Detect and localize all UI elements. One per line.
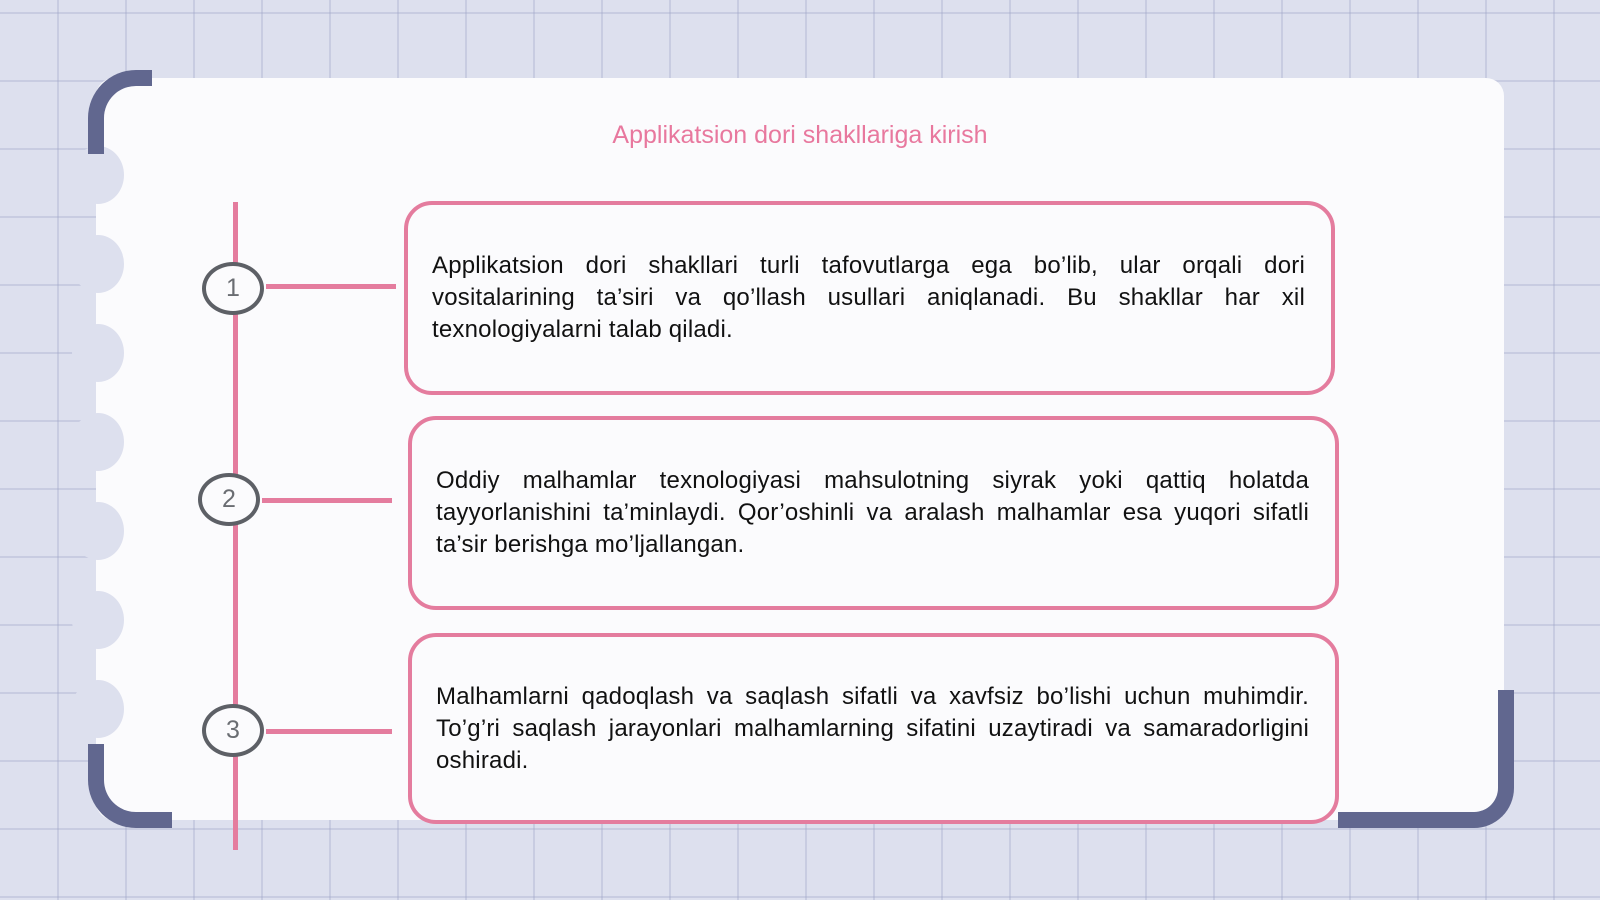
paper-scallop [72,680,124,738]
step-number-3: 3 [202,704,264,757]
corner-bracket-bottom-left [88,744,172,828]
timeline-connector [266,729,392,734]
step-card-2 [408,416,1339,610]
step-number-2: 2 [198,473,260,526]
step-card-3 [408,633,1339,824]
corner-bracket-bottom-right [1338,690,1514,828]
paper-scallop [72,235,124,293]
paper-scallop [72,146,124,204]
paper-scallop [72,324,124,382]
step-card-text: Malhamlarni qadoqlash va saqlash sifatli va xavfsiz bo’lishi uchun muhimdir. To’g’ri saqlash jarayonlari malhamlarning sifatini uzaytiradi va samaradorligini oshiradi. [436,682,1309,774]
timeline-connector [266,284,396,289]
step-card-1 [404,201,1335,395]
step-card-text: Applikatsion dori shakllari turli tafovutlarga ega bo’lib, ular orqali dori vositalarining ta’siri va qo’llash usullari aniqlanadi. Bu shakllar har xil texnologiyalarni talab qiladi. [432,252,1305,343]
step-card-text: Oddiy malhamlar texnologiyasi mahsulotning siyrak yoki qattiq holatda tayyorlanishini ta’minlaydi. Qor’oshinli va aralash malhamlar esa yuqori sifatli ta’sir berishga mo’ljallangan. [436,467,1309,558]
step-number-1: 1 [202,262,264,315]
paper-scallop [72,413,124,471]
timeline-connector [262,498,392,503]
paper-scallop [72,502,124,560]
slide-title: Applikatsion dori shakllariga kirish [612,121,988,149]
paper-scallop [72,591,124,649]
